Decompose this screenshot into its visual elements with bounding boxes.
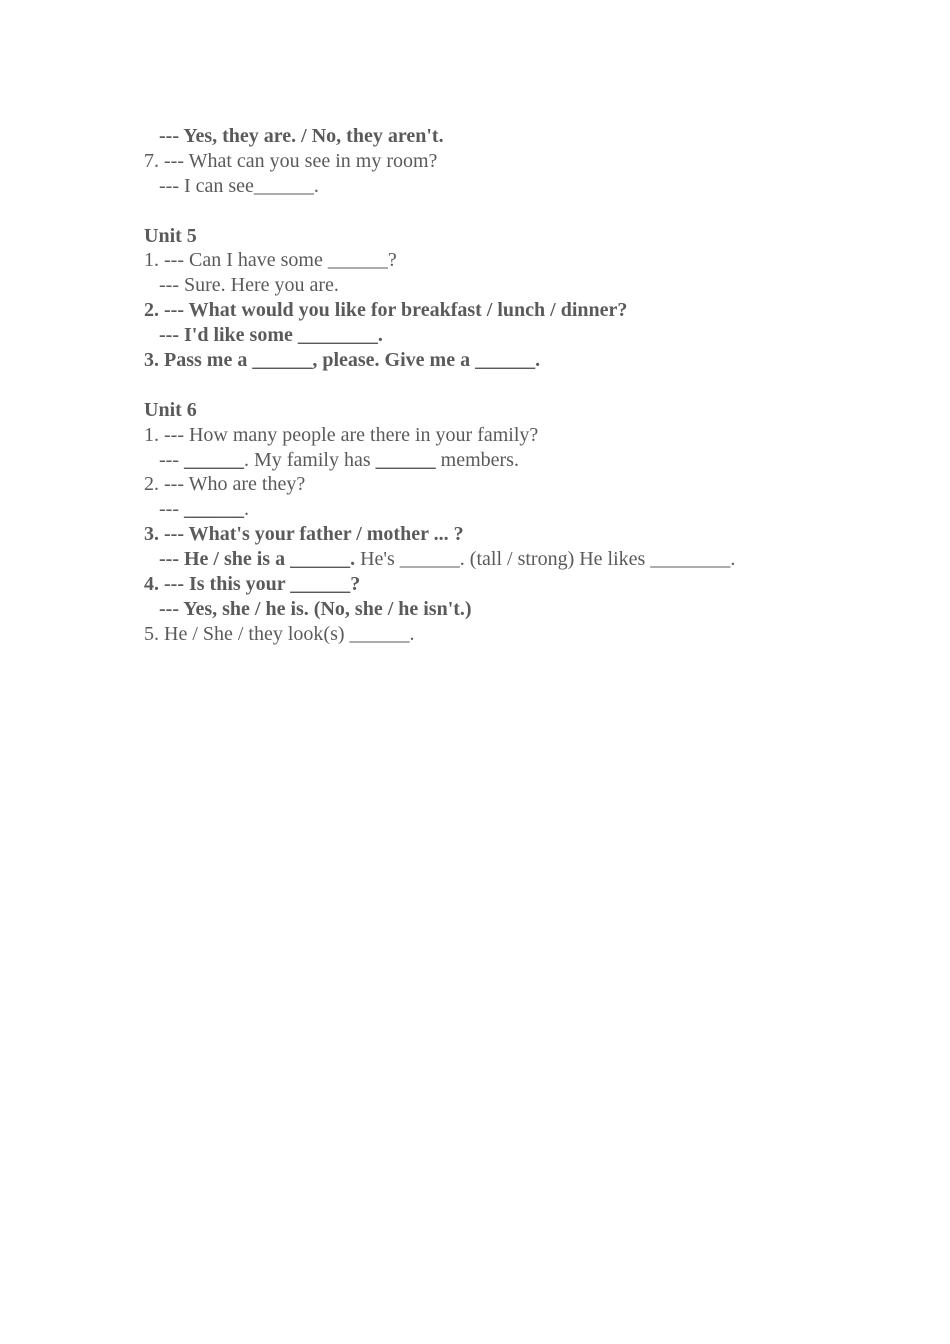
- text-run: ______: [375, 448, 436, 471]
- text-line: [144, 323, 904, 348]
- text-run: --- Yes, they are. / No, they aren't.: [144, 125, 444, 147]
- text-run: 1. --- How many people are there in your family?: [144, 423, 539, 446]
- text-run: 3. --- What's your father / mother ... ?: [144, 523, 464, 546]
- spacer: [144, 199, 904, 224]
- text-run: members.: [435, 448, 519, 471]
- text-line: [144, 547, 904, 572]
- unit5-section: [144, 224, 904, 373]
- text-run: .: [243, 498, 249, 521]
- text-run: 2. --- Who are they?: [144, 473, 306, 496]
- text-run: 7. --- What can you see in my room?: [144, 149, 438, 172]
- text-line: [144, 174, 904, 199]
- text-line: [144, 522, 904, 547]
- text-run: ______: [183, 448, 244, 471]
- text-run: --- Yes, she / he is. (No, she / he isn't.): [144, 597, 472, 620]
- text-run: ---: [144, 448, 184, 471]
- text-run: --- I'd like some ________.: [144, 324, 383, 347]
- text-run: --- He / she is a ______.: [144, 548, 356, 571]
- text-run: . My family has: [243, 448, 376, 471]
- unit6-section: [144, 398, 904, 647]
- text-line: [144, 448, 904, 473]
- text-line: [144, 472, 904, 497]
- unit-heading: Unit 5: [144, 224, 197, 247]
- text-run: --- Sure. Here you are.: [144, 274, 339, 297]
- text-line: [144, 149, 904, 174]
- text-run: 3. Pass me a ______, please. Give me a ______.: [144, 349, 541, 372]
- text-run: 2. --- What would you like for breakfast / lunch / dinner?: [144, 299, 628, 322]
- document-page: [144, 124, 904, 647]
- text-line: [144, 497, 904, 522]
- text-line: [144, 348, 904, 373]
- text-run: 4. --- Is this your ______?: [144, 573, 361, 596]
- text-line: [144, 572, 904, 597]
- text-line: [144, 298, 904, 323]
- text-line: [144, 124, 904, 149]
- text-line: [144, 597, 904, 622]
- text-run: 1. --- Can I have some ______?: [144, 249, 397, 272]
- text-run: He's ______. (tall / strong) He likes ________.: [355, 548, 736, 571]
- spacer: [144, 373, 904, 398]
- text-line: [144, 248, 904, 273]
- text-line: [144, 423, 904, 448]
- text-run: ______: [183, 498, 244, 521]
- top-block: [144, 124, 904, 199]
- text-line: [144, 622, 904, 647]
- text-run: ---: [144, 498, 184, 521]
- text-line: [144, 273, 904, 298]
- text-run: 5. He / She / they look(s) ______.: [144, 622, 415, 645]
- unit-heading: Unit 6: [144, 398, 197, 421]
- text-run: --- I can see______.: [144, 174, 319, 197]
